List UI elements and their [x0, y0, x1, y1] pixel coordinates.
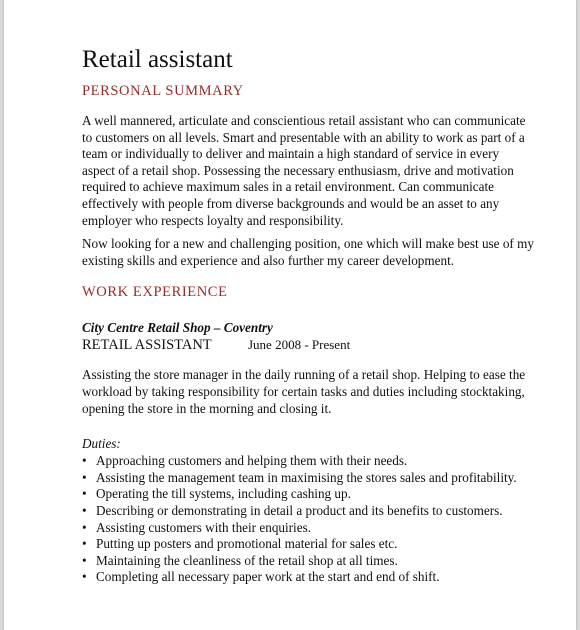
- duty-text: Approaching customers and helping them with their needs.: [96, 453, 408, 469]
- job-title: RETAIL ASSISTANT: [82, 337, 212, 354]
- bullet-icon: •: [82, 519, 87, 535]
- bullet-icon: •: [82, 569, 87, 585]
- summary-paragraph-2: Now looking for a new and challenging position, one which will make best use of my existing skills and experience and also further my career development.: [82, 236, 534, 268]
- resume-page: [4, 0, 576, 630]
- duties-list: [82, 453, 534, 586]
- job-dates: June 2008 - Present: [248, 337, 351, 353]
- duty-text: Operating the till systems, including cashing up.: [96, 486, 351, 502]
- duty-item: [82, 520, 534, 537]
- duty-item: [82, 503, 534, 520]
- duty-text: Assisting the management team in maximising the stores sales and profitability.: [96, 469, 517, 485]
- resume-content: [82, 46, 534, 586]
- duties-label: Duties:: [82, 436, 121, 452]
- job-line: [82, 336, 534, 354]
- bullet-icon: •: [82, 552, 87, 568]
- bullet-icon: •: [82, 486, 87, 502]
- company-name: City Centre Retail Shop – Coventry: [82, 320, 273, 336]
- duty-text: Maintaining the cleanliness of the retail shop at all times.: [96, 552, 398, 568]
- duty-text: Completing all necessary paper work at the start and end of shift.: [96, 569, 440, 585]
- duty-text: Assisting customers with their enquiries.: [96, 519, 312, 535]
- job-description: Assisting the store manager in the daily running of a retail shop. Helping to ease the workload by taking responsibility for certain tasks and duties including stocktaking, opening the store in the morning and closing it.: [82, 367, 526, 416]
- work-experience-heading: WORK EXPERIENCE: [82, 284, 228, 301]
- personal-summary-heading: PERSONAL SUMMARY: [82, 83, 244, 99]
- duty-item: [82, 536, 534, 553]
- resume-title: Retail assistant: [82, 46, 233, 73]
- bullet-icon: •: [82, 469, 87, 485]
- bullet-icon: •: [82, 536, 87, 552]
- duty-item: [82, 553, 534, 570]
- duty-item: [82, 486, 534, 503]
- summary-paragraph-1: A well mannered, articulate and conscientious retail assistant who can communicate to customers on all levels. Smart and presentable with an ability to work as part of a team or individually to deliver and maintain a high standard of service in every aspect of a retail shop. Possessing the necessary enthusiasm, drive and motivation required to achieve maximum sales in a retail environment. Can communicate effectively with people from diverse backgrounds and would be an asset to any employer who respects loyalty and responsibility.: [82, 113, 526, 228]
- duty-item: [82, 470, 534, 487]
- duty-item: [82, 569, 534, 586]
- duty-text: Describing or demonstrating in detail a product and its benefits to customers.: [96, 502, 503, 518]
- bullet-icon: •: [82, 453, 87, 469]
- duty-text: Putting up posters and promotional material for sales etc.: [96, 536, 398, 552]
- duty-item: [82, 453, 534, 470]
- bullet-icon: •: [82, 502, 87, 518]
